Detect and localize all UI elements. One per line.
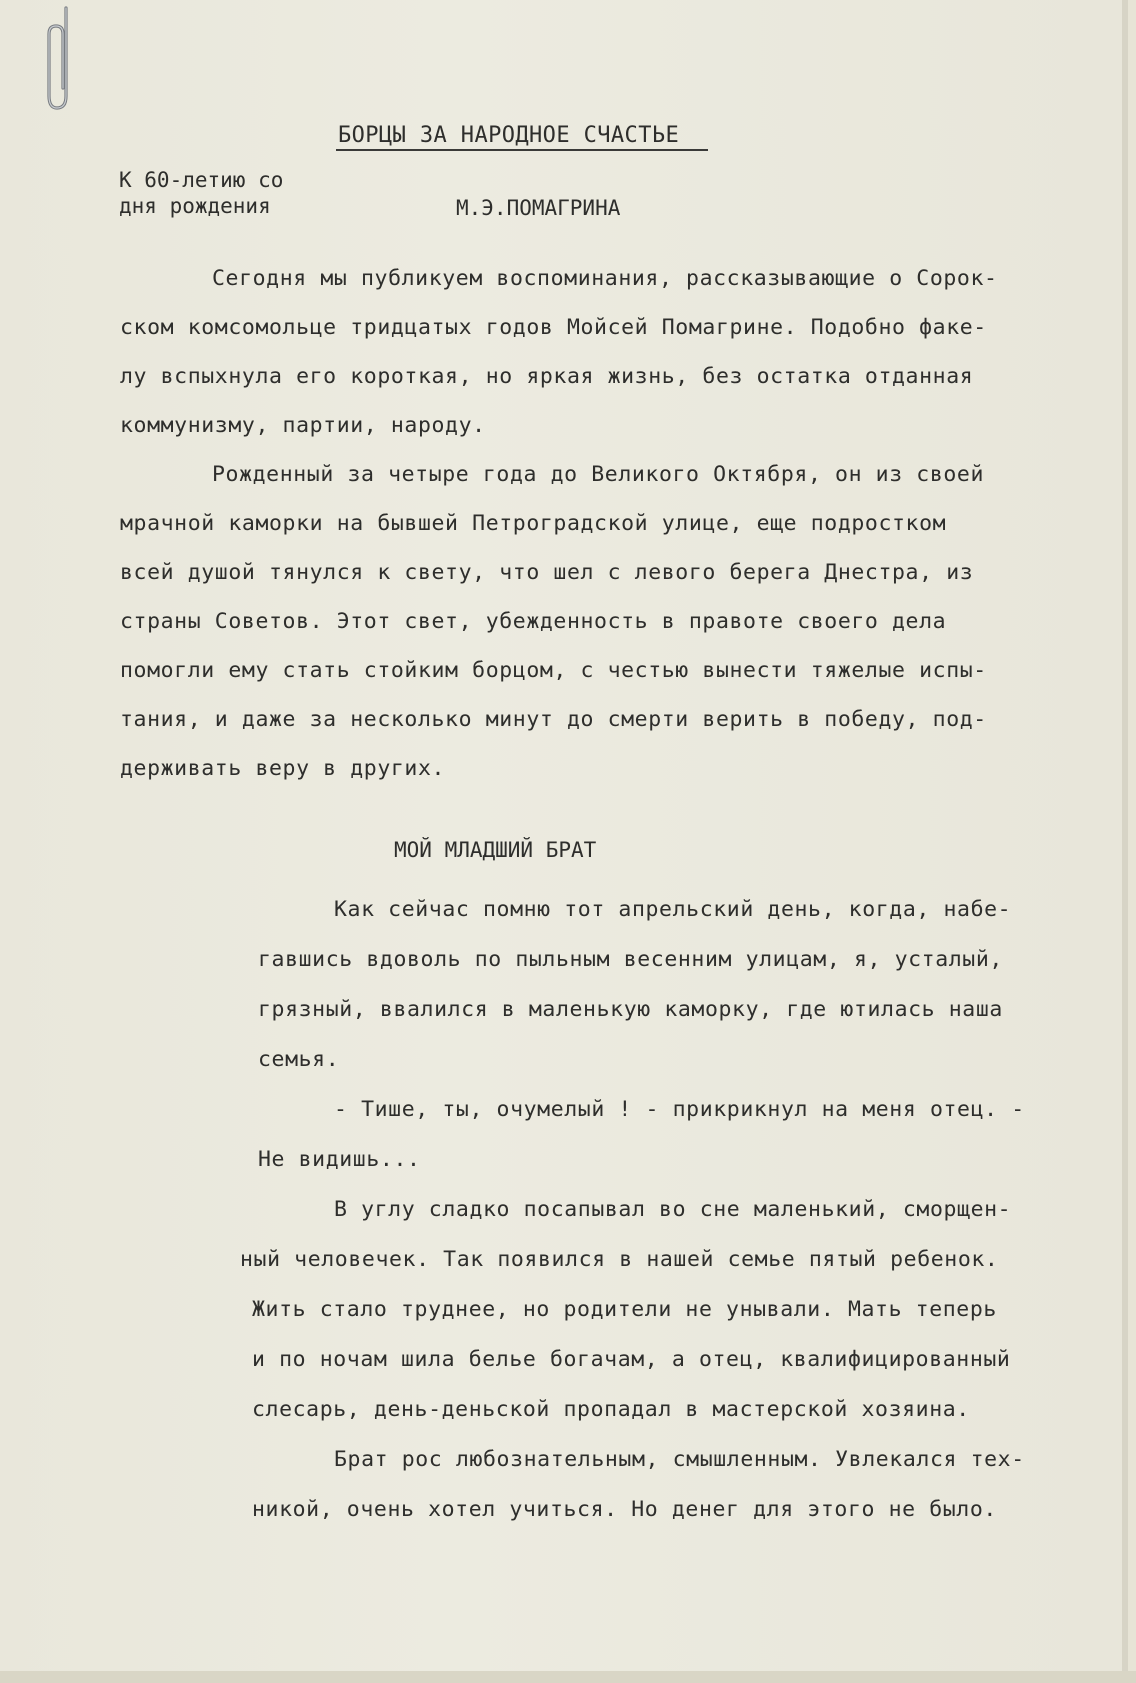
intro-line: Рожденный за четыре года до Великого Октября, он из своей	[212, 462, 985, 487]
memoir-line: грязный, ввалился в маленькую каморку, где ютилась наша	[258, 997, 1003, 1022]
intro-line: Сегодня мы публикуем воспоминания, рассказывающие о Сорок-	[212, 266, 998, 291]
memoir-line: гавшись вдоволь по пыльным весенним улицам, я, усталый,	[258, 947, 1003, 972]
intro-line: мрачной каморки на бывшей Петроградской улице, еще подростком	[120, 511, 947, 536]
memoir-line: семья.	[258, 1047, 340, 1072]
intro-line: лу вспыхнула его короткая, но яркая жизнь, без остатка отданная	[120, 364, 974, 389]
document-title: БОРЦЫ ЗА НАРОДНОЕ СЧАСТЬЕ	[338, 123, 680, 148]
memoir-line: Как сейчас помню тот апрельский день, когда, набе-	[334, 897, 1012, 922]
memoir-line: никой, очень хотел учиться. Но денег для этого не было.	[252, 1497, 997, 1522]
memoir-line: В углу сладко посапывал во сне маленький, сморщен-	[334, 1197, 1012, 1222]
intro-line: помогли ему стать стойким борцом, с честью вынести тяжелые испы-	[120, 658, 987, 683]
memoir-line: - Тише, ты, очумелый ! - прикрикнул на меня отец. -	[334, 1097, 1025, 1122]
memoir-line: Жить стало труднее, но родители не унывали. Мать теперь	[252, 1297, 997, 1322]
intro-line: страны Советов. Этот свет, убежденность в правоте своего дела	[120, 609, 947, 634]
section-subtitle: МОЙ МЛАДШИЙ БРАТ	[394, 838, 597, 862]
anniversary-line: К 60-летию со	[119, 168, 284, 192]
memoir-line: Брат рос любознательным, смышленным. Увлекался тех-	[334, 1447, 1025, 1472]
intro-line: всей душой тянулся к свету, что шел с левого берега Днестра, из	[120, 560, 974, 585]
paperclip-icon	[44, 4, 84, 116]
page-edge	[0, 1671, 1136, 1683]
memoir-line: Не видишь...	[258, 1147, 421, 1172]
memoir-line: ный человечек. Так появился в нашей семье пятый ребенок.	[240, 1247, 999, 1272]
intro-line: ском комсомольце тридцатых годов Мойсей Помагрине. Подобно факе-	[120, 315, 987, 340]
anniversary-note	[119, 167, 283, 219]
intro-line: коммунизму, партии, народу.	[120, 413, 486, 438]
intro-line: держивать веру в других.	[120, 756, 446, 781]
honoree-name: М.Э.ПОМАГРИНА	[456, 196, 621, 220]
intro-line: тания, и даже за несколько минут до смерти верить в победу, под-	[120, 707, 987, 732]
memoir-line: слесарь, день-деньской пропадал в мастерской хозяина.	[252, 1397, 970, 1422]
memoir-line: и по ночам шила белье богачам, а отец, квалифицированный	[252, 1347, 1011, 1372]
title-underline	[336, 149, 708, 151]
anniversary-line: дня рождения	[119, 194, 271, 218]
